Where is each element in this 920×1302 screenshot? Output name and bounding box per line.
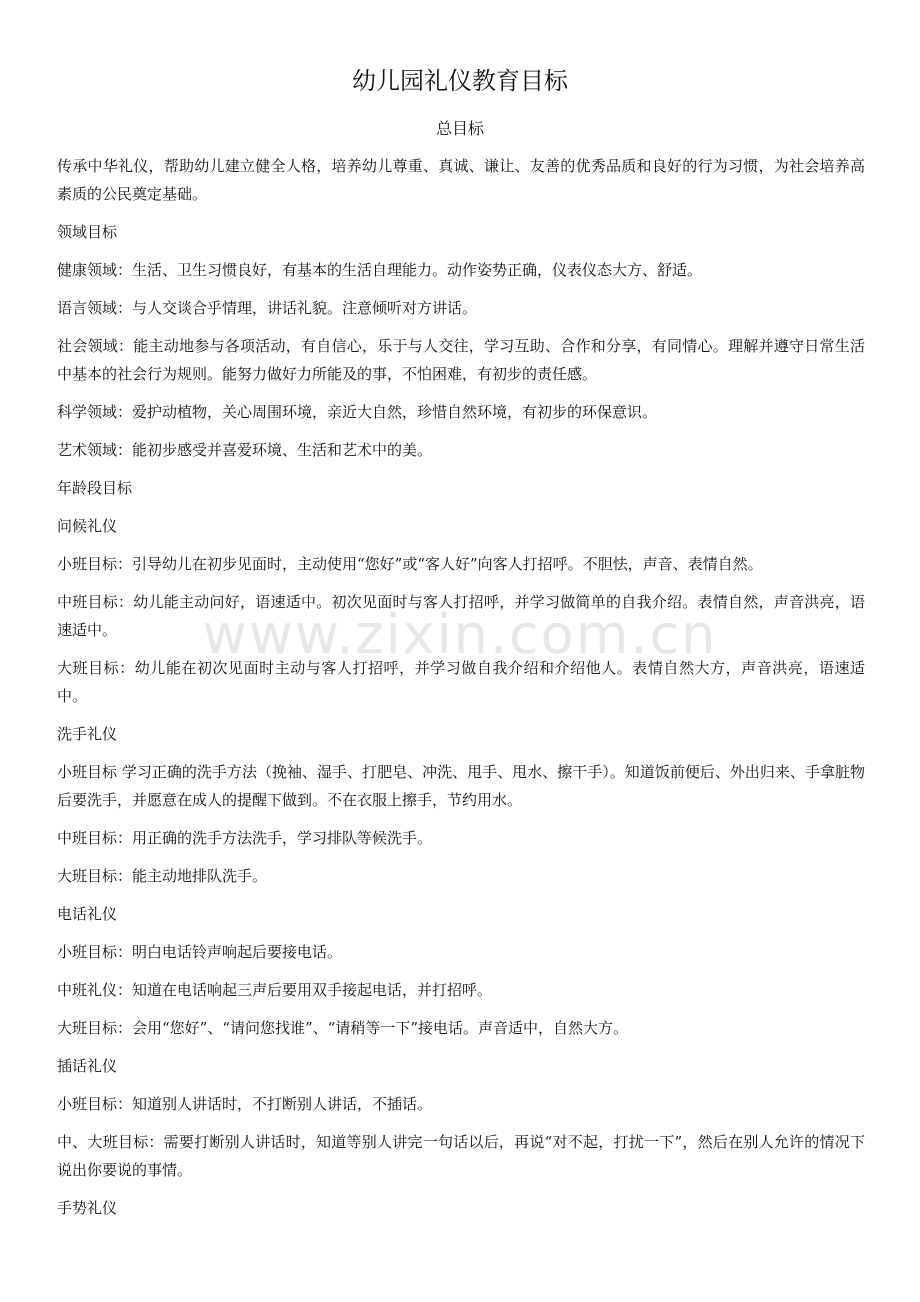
- paragraph: 艺术领域：能初步感受并喜爱环境、生活和艺术中的美。: [57, 441, 433, 459]
- paragraph: 中、大班目标：需要打断别人讲话时，知道等别人讲完一句话以后，再说“对不起，打扰一下”，然后在别人允许的情况下说出你要说的事情。: [57, 1133, 865, 1179]
- subsection-heading: 洗手礼仪: [57, 725, 118, 743]
- paragraph: 大班目标：能主动地排队洗手。: [57, 867, 268, 885]
- document-title: 幼儿园礼仪教育目标: [352, 67, 568, 95]
- paragraph: 中班礼仪：知道在电话响起三声后要用双手接起电话，并打招呼。: [57, 981, 493, 999]
- paragraph: 大班目标：会用“您好”、“请问您找谁”、“请稍等一下”接电话。声音适中，自然大方。: [57, 1019, 629, 1037]
- subsection-heading: 插话礼仪: [57, 1057, 118, 1075]
- subsection-heading: 手势礼仪: [57, 1199, 118, 1217]
- paragraph: 小班目标：知道别人讲话时，不打断别人讲话，不插话。: [57, 1095, 433, 1113]
- paragraph: 小班目标 学习正确的洗手方法（挽袖、湿手、打肥皂、冲洗、甩手、甩水、擦干手）。知道饭前便后、外出归来、手拿脏物后要洗手，并愿意在成人的提醒下做到。不在衣服上擦手，节约用水。: [57, 763, 865, 809]
- paragraph: 健康领域：生活、卫生习惯良好，有基本的生活自理能力。动作姿势正确，仪表仪态大方、舒适。: [57, 261, 703, 279]
- section-heading: 领域目标: [57, 223, 118, 241]
- paragraph: 小班目标：引导幼儿在初步见面时，主动使用“您好”或“客人好”向客人打招呼。不胆怯，声音、表情自然。: [57, 555, 763, 573]
- subsection-heading: 电话礼仪: [57, 905, 118, 923]
- paragraph: 中班目标：幼儿能主动问好，语速适中。初次见面时与客人打招呼，并学习做简单的自我介绍。表情自然，声音洪亮，语速适中。: [57, 593, 865, 639]
- paragraph: 传承中华礼仪，帮助幼儿建立健全人格，培养幼儿尊重、真诚、谦让、友善的优秀品质和良好的行为习惯，为社会培养高素质的公民奠定基础。: [57, 157, 865, 203]
- paragraph: 大班目标：幼儿能在初次见面时主动与客人打招呼，并学习做自我介绍和介绍他人。表情自然大方，声音洪亮，语速适中。: [57, 659, 865, 705]
- document-subtitle: 总目标: [435, 119, 484, 138]
- paragraph: 小班目标：明白电话铃声响起后要接电话。: [57, 943, 343, 961]
- watermark: www.zixin.com.cn: [202, 603, 718, 666]
- paragraph: 科学领域：爱护动植物，关心周围环境，亲近大自然，珍惜自然环境，有初步的环保意识。: [57, 403, 658, 421]
- paragraph: 中班目标：用正确的洗手方法洗手，学习排队等候洗手。: [57, 829, 433, 847]
- paragraph: 社会领域：能主动地参与各项活动，有自信心，乐于与人交往，学习互助、合作和分享，有同情心。理解并遵守日常生活中基本的社会行为规则。能努力做好力所能及的事，不怕困难，有初步的责任感。: [57, 337, 865, 383]
- section-heading: 年龄段目标: [57, 479, 133, 497]
- subsection-heading: 问候礼仪: [57, 517, 118, 535]
- paragraph: 语言领域：与人交谈合乎情理，讲话礼貌。注意倾听对方讲话。: [57, 299, 478, 317]
- document-body: [57, 152, 865, 1232]
